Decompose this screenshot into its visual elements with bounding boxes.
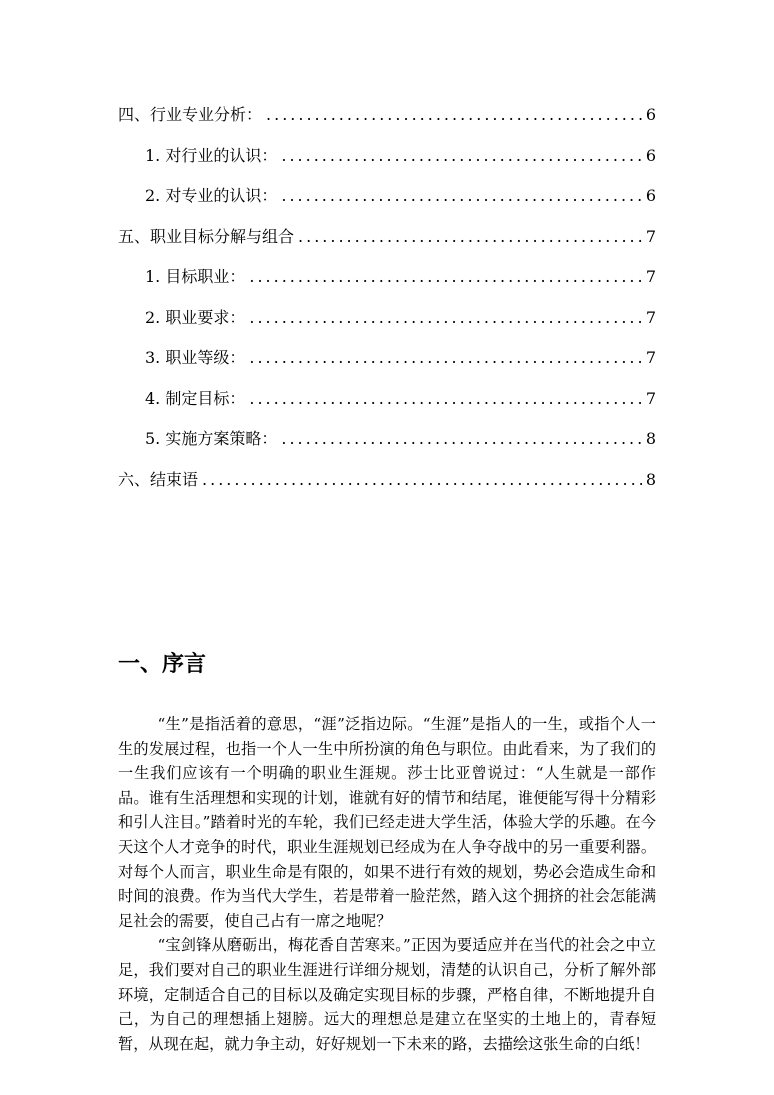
toc-entry-label: 5. 实施方案策略：	[145, 429, 278, 448]
section-body	[118, 712, 656, 1056]
toc-leader-dots	[202, 469, 642, 491]
toc-leader-dots	[249, 266, 641, 288]
toc-entry-label: 1. 目标职业：	[145, 267, 246, 286]
toc-entry-label: 4. 制定目标：	[145, 389, 246, 408]
toc-entry-page: 7	[645, 267, 656, 286]
toc-entry-label: 六、结束语	[118, 470, 199, 489]
toc-leader-dots	[249, 347, 641, 369]
toc-entry[interactable]	[145, 185, 656, 207]
body-paragraph: “宝剑锋从磨砺出，梅花香自苦寒来。”正因为要适应并在当代的社会之中立足，我们要对自己的职业生涯进行详细分规划，清楚的认识自己，分析了解外部环境，定制适合自己的目标以及确定实现目标的步骤，严格自律，不断地提升自己，为自己的理想插上翅膀。远大的理想总是建立在坚实的土地上的，青春短暂，从现在起，就力争主动，好好规划一下未来的路，去描绘这张生命的白纸！	[118, 936, 656, 1053]
toc-entry-page: 6	[645, 186, 656, 205]
toc-entry-page: 7	[645, 389, 656, 408]
toc-leader-dots	[281, 145, 641, 167]
toc-entry-page: 7	[645, 227, 656, 246]
toc-entry-label: 2. 对专业的认识：	[145, 186, 278, 205]
toc-leader-dots	[298, 226, 642, 248]
toc-entry-page: 7	[645, 308, 656, 327]
toc-entry[interactable]	[118, 104, 656, 126]
toc-entry-label: 2. 职业要求：	[145, 308, 246, 327]
toc-entry-page: 8	[645, 429, 656, 448]
toc-entry-page: 6	[645, 105, 656, 124]
toc-entry[interactable]	[145, 388, 656, 410]
toc-entry-label: 五、职业目标分解与组合	[118, 227, 295, 246]
toc-entry[interactable]	[145, 347, 656, 369]
section-heading: 一、序言	[118, 652, 207, 677]
toc-leader-dots	[266, 104, 642, 126]
toc-entry-label: 1. 对行业的认识：	[145, 146, 278, 165]
toc-entry[interactable]	[145, 145, 656, 167]
toc-leader-dots	[249, 388, 641, 410]
body-paragraph: “生”是指活着的意思，“涯”泛指边际。“生涯”是指人的一生，或指个人一生的发展过程，也指一个人一生中所扮演的角色与职位。由此看来，为了我们的一生我们应该有一个明确的职业生涯规。莎士比亚曾说过：“人生就是一部作品。谁有生活理想和实现的计划，谁就有好的情节和结尾，谁便能写得十分精彩和引人注目。”踏着时光的车轮，我们已经走进大学生活，体验大学的乐趣。在今天这个人才竞争的时代，职业生涯规划已经成为在人争夺战中的另一重要利器。对每个人而言，职业生命是有限的，如果不进行有效的规划，势必会造成生命和时间的浪费。作为当代大学生，若是带着一脸茫然，踏入这个拥挤的社会怎能满足社会的需要，使自己占有一席之地呢？	[118, 715, 656, 930]
toc-entry-page: 7	[645, 348, 656, 367]
toc-leader-dots	[249, 307, 641, 329]
toc-entry[interactable]	[118, 469, 656, 491]
toc-leader-dots	[281, 185, 641, 207]
toc-leader-dots	[281, 428, 641, 450]
toc-entry-page: 8	[645, 470, 656, 489]
toc-entry[interactable]	[145, 428, 656, 450]
toc-entry-label: 3. 职业等级：	[145, 348, 246, 367]
toc-entry[interactable]	[145, 307, 656, 329]
toc-entry[interactable]	[118, 226, 656, 248]
toc-entry-page: 6	[645, 146, 656, 165]
toc-entry[interactable]	[145, 266, 656, 288]
toc-entry-label: 四、行业专业分析：	[118, 105, 263, 124]
